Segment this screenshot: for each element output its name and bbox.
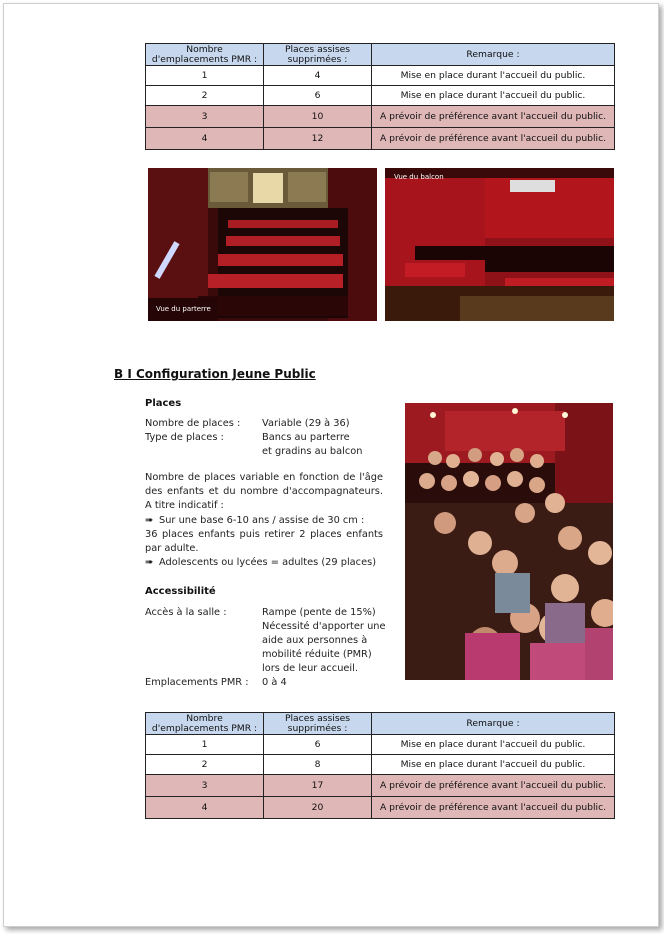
nb-places-label: Nombre de places :: [145, 418, 241, 429]
cell-remark: Mise en place durant l'accueil du public.: [372, 86, 615, 106]
header-nb-emplacements: Nombre d'emplacements PMR :: [146, 44, 264, 66]
table-row: [146, 86, 615, 106]
type-places-value-1: Bancs au parterre: [262, 432, 350, 443]
bullet-1-detail: 36 places enfants puis retirer 2 places enfants par adulte.: [145, 529, 383, 554]
cell-nb: 1: [146, 735, 264, 755]
arrow-right-icon: ➠: [145, 557, 154, 568]
table-header-row: [146, 44, 615, 66]
nb-places-value: Variable (29 à 36): [262, 418, 350, 429]
cell-remark: Mise en place durant l'accueil du public.: [372, 66, 615, 86]
cell-nb: 2: [146, 86, 264, 106]
cell-remark: A prévoir de préférence avant l'accueil du public.: [372, 128, 615, 150]
cell-remark: Mise en place durant l'accueil du public.: [372, 735, 615, 755]
table-row: [146, 775, 615, 797]
cell-places: 4: [264, 66, 372, 86]
cell-remark: Mise en place durant l'accueil du public.: [372, 755, 615, 775]
table-row: [146, 66, 615, 86]
cell-nb: 4: [146, 797, 264, 819]
table-row: [146, 755, 615, 775]
type-places-label: Type de places :: [145, 432, 224, 443]
table-row: [146, 735, 615, 755]
pmr-label: Emplacements PMR :: [145, 677, 249, 688]
access-label: Accès à la salle :: [145, 607, 227, 618]
cell-places: 20: [264, 797, 372, 819]
audience-illustration: [405, 403, 613, 680]
photo-jeune-public: [405, 403, 613, 680]
header-remarque: Remarque :: [372, 713, 615, 735]
photo-balcon: [385, 168, 614, 321]
cell-nb: 3: [146, 775, 264, 797]
pmr-value: 0 à 4: [262, 677, 287, 688]
header-remarque: Remarque :: [372, 44, 615, 66]
cell-nb: 4: [146, 128, 264, 150]
access-value-2: Nécessité d'apporter une aide aux personnes à mobilité réduite (PMR) lors de leur accueil.: [262, 621, 386, 674]
header-places-supprimees: Places assises supprimées :: [264, 713, 372, 735]
bullet-2-text: Adolescents ou lycées = adultes (29 places): [159, 557, 377, 568]
cell-nb: 2: [146, 755, 264, 775]
arrow-right-icon: ➠: [145, 515, 154, 526]
cell-remark: A prévoir de préférence avant l'accueil du public.: [372, 106, 615, 128]
cell-remark: A prévoir de préférence avant l'accueil du public.: [372, 775, 615, 797]
cell-places: 6: [264, 86, 372, 106]
cell-nb: 3: [146, 106, 264, 128]
cell-places: 10: [264, 106, 372, 128]
pmr-table-2: [145, 712, 615, 819]
cell-places: 12: [264, 128, 372, 150]
cell-remark: A prévoir de préférence avant l'accueil du public.: [372, 797, 615, 819]
cell-places: 8: [264, 755, 372, 775]
cell-nb: 1: [146, 66, 264, 86]
cell-places: 6: [264, 735, 372, 755]
section-title: B I Configuration Jeune Public: [114, 367, 316, 381]
caption-balcon: Vue du balcon: [394, 173, 444, 181]
bullet-1-text: Sur une base 6-10 ans / assise de 30 cm :: [159, 515, 365, 526]
bullet-2: [145, 556, 376, 570]
bullet-1: [145, 514, 364, 528]
access-value-1: Rampe (pente de 15%): [262, 607, 376, 618]
table-row: [146, 106, 615, 128]
cell-places: 17: [264, 775, 372, 797]
table-row: [146, 797, 615, 819]
theatre-parterre-illustration: [148, 168, 377, 321]
caption-parterre: Vue du parterre: [156, 305, 211, 313]
places-heading: Places: [145, 398, 182, 409]
theatre-balcon-illustration: [385, 168, 614, 321]
places-paragraph: Nombre de places variable en fonction de l'âge des enfants et du nombre d'accompagnateurs. A titre indicatif :: [145, 472, 383, 511]
photo-parterre: [148, 168, 377, 321]
table-header-row: [146, 713, 615, 735]
pmr-table-1: [145, 43, 615, 150]
table-row: [146, 128, 615, 150]
header-places-supprimees: Places assises supprimées :: [264, 44, 372, 66]
type-places-value-2: et gradins au balcon: [262, 446, 363, 457]
access-heading: Accessibilité: [145, 586, 216, 597]
header-nb-emplacements: Nombre d'emplacements PMR :: [146, 713, 264, 735]
